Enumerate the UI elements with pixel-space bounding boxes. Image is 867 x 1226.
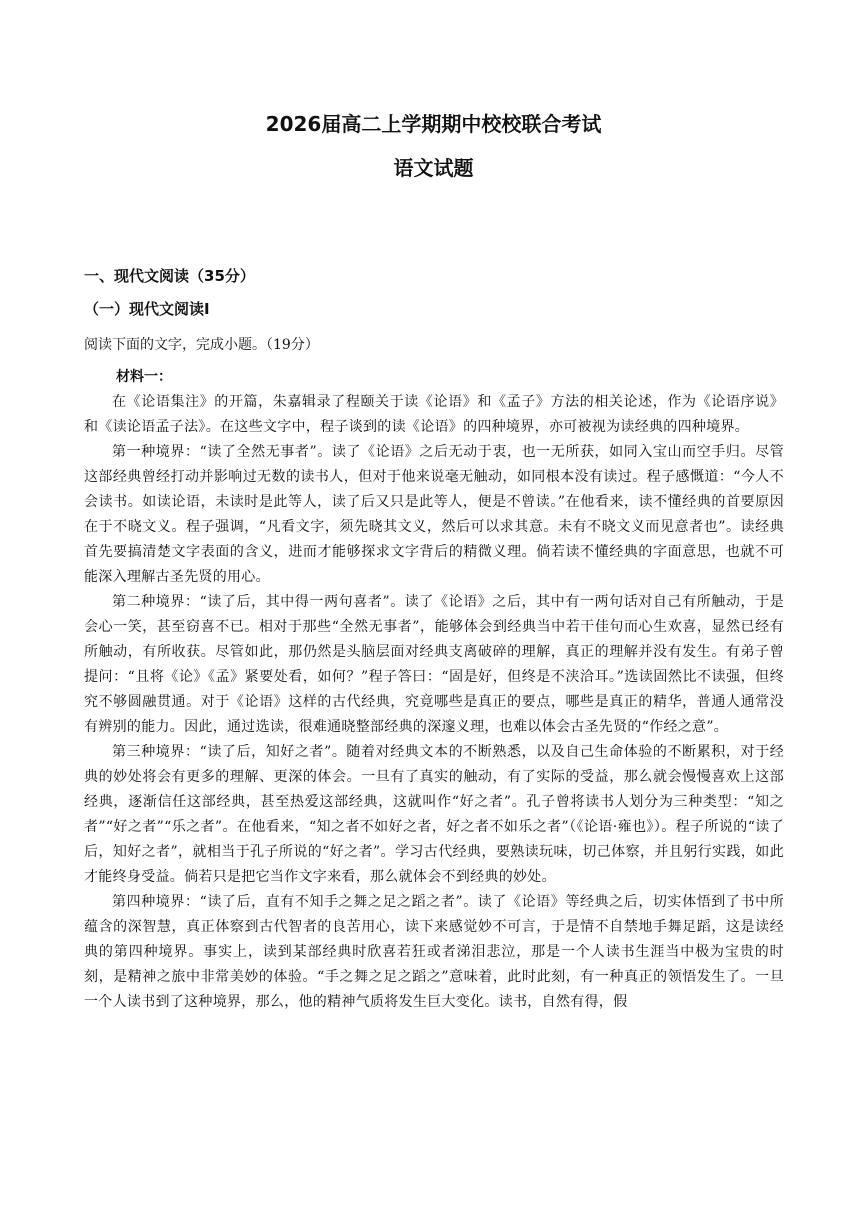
paragraph-realm-4: 第四种境界：“读了后，直有不知手之舞之足之蹈之者”。读了《论语》等经典之后，切实体悟到了书中所蕴含的深智慧，真正体察到古代智者的良苦用心，读下来感觉妙不可言，于是情不自禁地手舞足蹈，这是读经典的第四种境界。事实上，读到某部经典时欣喜若狂或者涕泪悲泣，那是一个人读书生涯当中极为宝贵的时刻，是精神之旅中非常美妙的体验。“手之舞之足之蹈之”意味着，此时此刻，有一种真正的领悟发生了。一旦一个人读书到了这种境界，那么，他的精神气质将发生巨大变化。读书，自然有得，假 — [84, 894, 784, 1010]
paragraph-realm-1: 第一种境界：“读了全然无事者”。读了《论语》之后无动于衷，也一无所获，如同入宝山而空手归。尽管这部经典曾经打动并影响过无数的读书人，但对于他来说毫无触动，如同根本没有读过。程子感慨道：“今人不会读书。如读论语，未读时是此等人，读了后又只是此等人，便是不曾读。”在他看来，读不懂经典的首要原因在于不晓文义。程子强调，“凡看文字，须先晓其文义，然后可以求其意。未有不晓文义而见意者也”。读经典首先要搞清楚文字表面的含义，进而才能够探求文字背后的精微义理。倘若读不懂经典的字面意思，也就不可能深入理解古圣先贤的用心。 — [84, 444, 784, 585]
paragraph-intro: 在《论语集注》的开篇，朱嘉辑录了程颐关于读《论语》和《孟子》方法的相关论述，作为《论语序说》和《读论语孟子法》。在这些文字中，程子谈到的读《论语》的四种境界，亦可被视为读经典的四种境界。 — [84, 394, 784, 435]
part-heading: 一、现代文阅读（35分） — [84, 267, 255, 285]
article-body — [84, 390, 784, 1015]
paragraph-realm-2: 第二种境界：“读了后，其中得一两句喜者”。读了《论语》之后，其中有一两句话对自己有所触动，于是会心一笑，甚至窃喜不已。相对于那些“全然无事者”，能够体会到经典当中若干佳句而心生欢喜，显然已经有所触动，有所收获。尽管如此，那仍然是头脑层面对经典支离破碎的理解，真正的理解并没有发生。有弟子曾提问：“且将《论》《孟》紧要处看，如何？”程子答曰：“固是好，但终是不浃洽耳。”选读固然比不读强，但终究不够圆融贯通。对于《论语》这样的古代经典，究竟哪些是真正的要点，哪些是真正的精华，普通人通常没有辨别的能力。因此，通过选读，很难通晓整部经典的深邃义理，也难以体会古圣先贤的“作经之意”。 — [84, 594, 784, 735]
instruction: 阅读下面的文字，完成小题。（19分） — [84, 337, 319, 353]
sub-heading: （一）现代文阅读Ⅰ — [84, 300, 210, 318]
exam-title: 2026届高二上学期期中校校联合考试 — [265, 112, 602, 136]
subject-title: 语文试题 — [393, 156, 474, 180]
material-label: 材料一： — [116, 369, 172, 385]
paragraph-realm-3: 第三种境界：“读了后，知好之者”。随着对经典文本的不断熟悉，以及自己生命体验的不断累积，对于经典的妙处将会有更多的理解、更深的体会。一旦有了真实的触动，有了实际的受益，那么就会慢慢喜欢上这部经典，逐渐信任这部经典，甚至热爱这部经典，这就叫作“好之者”。孔子曾将读书人划分为三种类型：“知之者”“好之者”“乐之者”。在他看来，“知之者不如好之者，好之者不如乐之者”（《论语·雍也》）。程子所说的“读了后，知好之者”，就相当于孔子所说的“好之者”。学习古代经典，要熟读玩味，切己体察，并且躬行实践，如此才能终身受益。倘若只是把它当作文字来看，那么就体会不到经典的妙处。 — [84, 744, 784, 885]
